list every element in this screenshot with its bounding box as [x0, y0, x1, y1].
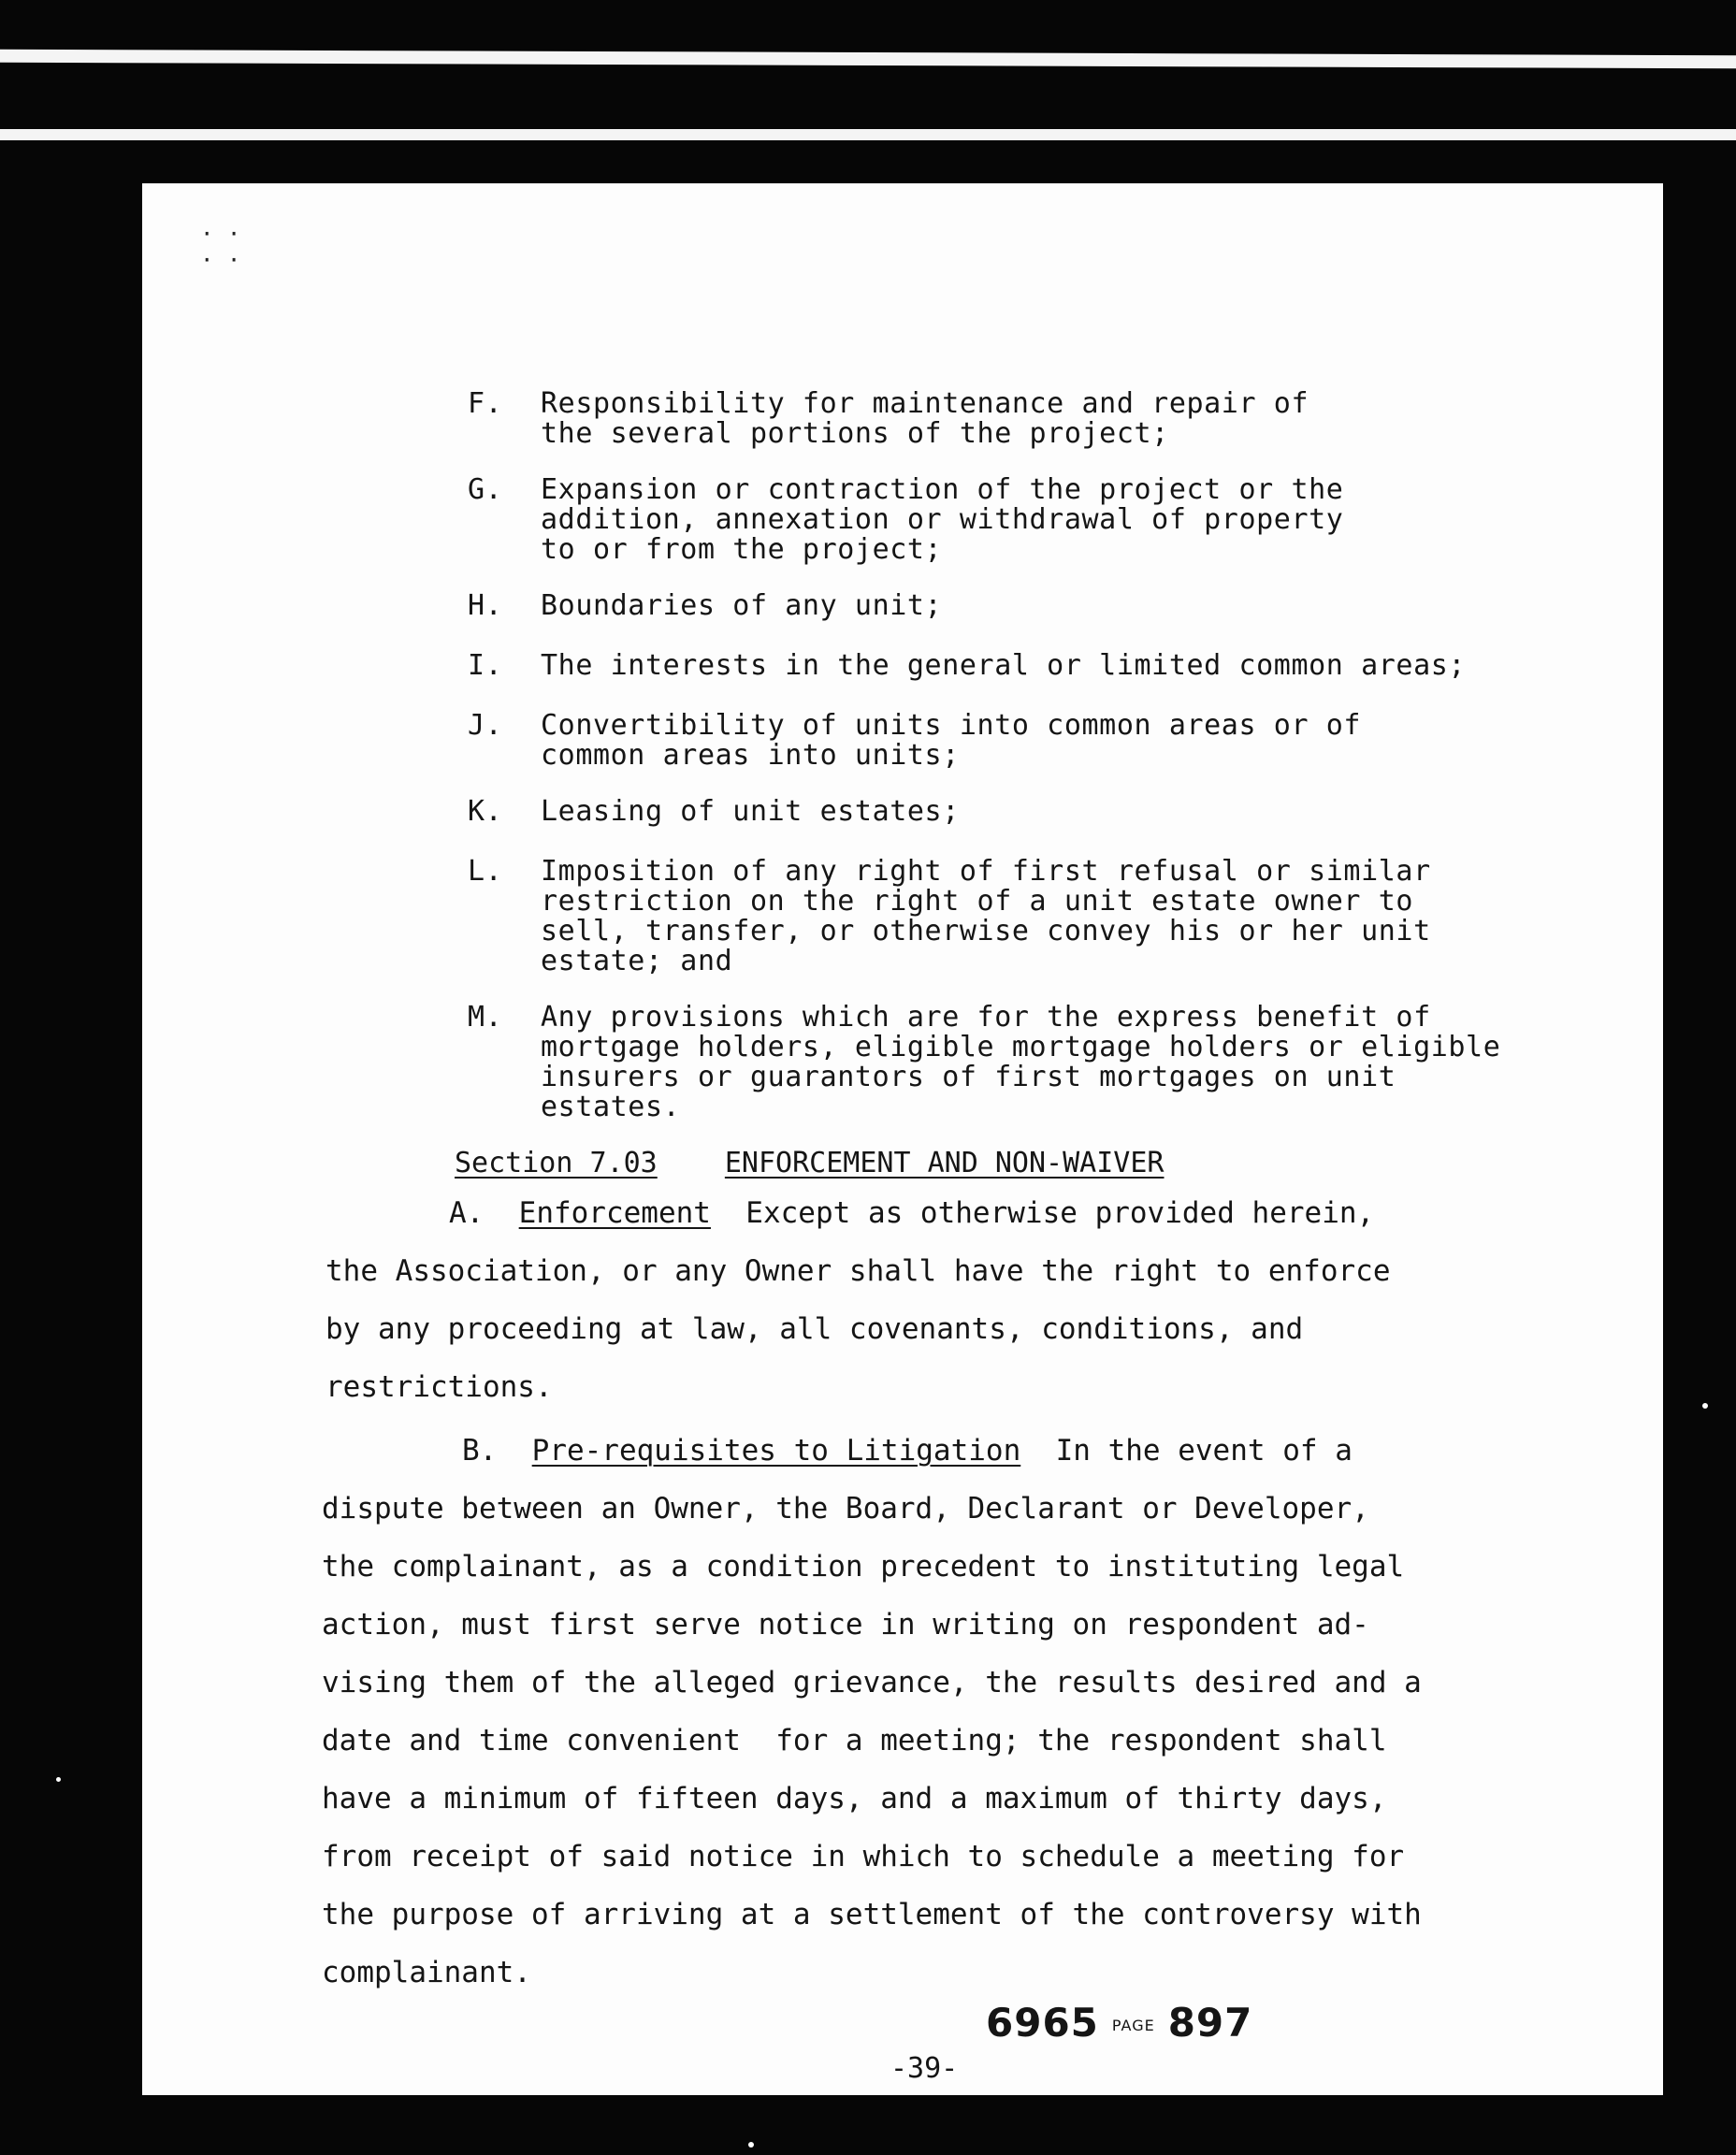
item-letter: J. — [468, 709, 503, 742]
item-line: Any provisions which are for the express benefit of — [541, 1001, 1431, 1034]
scan-marks: · · · · — [200, 221, 241, 273]
paragraph-line: complainant. — [322, 1956, 531, 1989]
paragraph-a — [326, 1184, 1390, 1416]
scan-edge-lower — [0, 129, 1736, 140]
paragraph-line: by any proceeding at law, all covenants, conditions, and — [326, 1312, 1304, 1346]
item-line: addition, annexation or withdrawal of property — [541, 503, 1344, 536]
paragraph-letter: B. — [462, 1434, 498, 1468]
item-letter: G. — [468, 473, 503, 506]
paragraph-line: have a minimum of fifteen days, and a maximum of thirty days, — [322, 1782, 1387, 1815]
item-letter: I. — [468, 649, 503, 682]
paragraph-line: dispute between an Owner, the Board, Declarant or Developer, — [322, 1492, 1369, 1526]
item-line: Boundaries of any unit; — [541, 589, 943, 622]
item-letter: K. — [468, 795, 503, 828]
paragraph-line: In the event of a — [1055, 1434, 1353, 1468]
paragraph-line: the Association, or any Owner shall have the right to enforce — [326, 1254, 1391, 1288]
paragraph-line: vising them of the alleged grievance, the results desired and a — [322, 1666, 1422, 1699]
scan-edge-top — [0, 50, 1736, 68]
paragraph-line: action, must first serve notice in writing on respondent ad- — [322, 1608, 1369, 1642]
item-line: Leasing of unit estates; — [541, 795, 960, 828]
paragraph-line: restrictions. — [326, 1370, 553, 1404]
item-line: estate; and — [541, 945, 733, 977]
section-title: ENFORCEMENT AND NON-WAIVER — [724, 1147, 1165, 1179]
book-mid-label: PAGE — [1111, 2017, 1155, 2034]
book-volume: 6965 — [986, 2000, 1099, 2046]
item-line: Expansion or contraction of the project or the — [541, 473, 1344, 506]
paragraph-line: from receipt of said notice in which to schedule a meeting for — [322, 1840, 1405, 1873]
item-line: estates. — [541, 1091, 681, 1123]
item-line: the several portions of the project; — [541, 417, 1169, 450]
paragraph-letter: A. — [449, 1196, 485, 1230]
paragraph-line: Except as otherwise provided herein, — [745, 1196, 1375, 1230]
document-page — [142, 183, 1663, 2095]
item-letter: F. — [468, 387, 503, 420]
item-letter: H. — [468, 589, 503, 622]
item-line: restriction on the right of a unit estate owner to — [541, 885, 1414, 918]
item-line: The interests in the general or limited common areas; — [541, 649, 1467, 682]
paragraph-heading: Enforcement — [518, 1196, 711, 1230]
paragraph-b — [322, 1422, 1422, 2002]
paragraph-line: the complainant, as a condition precedent to instituting legal — [322, 1550, 1405, 1584]
item-line: Convertibility of units into common areas or of — [541, 709, 1362, 742]
item-line: mortgage holders, eligible mortgage holders or eligible — [541, 1031, 1501, 1063]
item-line: insurers or guarantors of first mortgages on unit — [541, 1061, 1396, 1093]
item-line: common areas into units; — [541, 739, 960, 772]
section-heading — [455, 1147, 1164, 1179]
paragraph-line: the purpose of arriving at a settlement of the controversy with — [322, 1898, 1422, 1931]
scan-speck — [748, 2142, 754, 2148]
item-line: Responsibility for maintenance and repair of — [541, 387, 1309, 420]
item-line: Imposition of any right of first refusal or similar — [541, 855, 1431, 888]
paragraph-line: date and time convenient for a meeting; the respondent shall — [322, 1724, 1387, 1757]
section-number: Section 7.03 — [455, 1147, 658, 1179]
book-page-stamp — [986, 2000, 1252, 2046]
book-page: 897 — [1167, 2000, 1253, 2046]
item-line: sell, transfer, or otherwise convey his or her unit — [541, 915, 1431, 947]
page-number: -39- — [890, 2052, 959, 2085]
scan-speck — [56, 1777, 61, 1782]
scan-speck — [1702, 1403, 1708, 1409]
paragraph-heading: Pre-requisites to Litigation — [531, 1434, 1021, 1468]
item-letter: M. — [468, 1001, 503, 1034]
item-letter: L. — [468, 855, 503, 888]
item-line: to or from the project; — [541, 533, 943, 566]
